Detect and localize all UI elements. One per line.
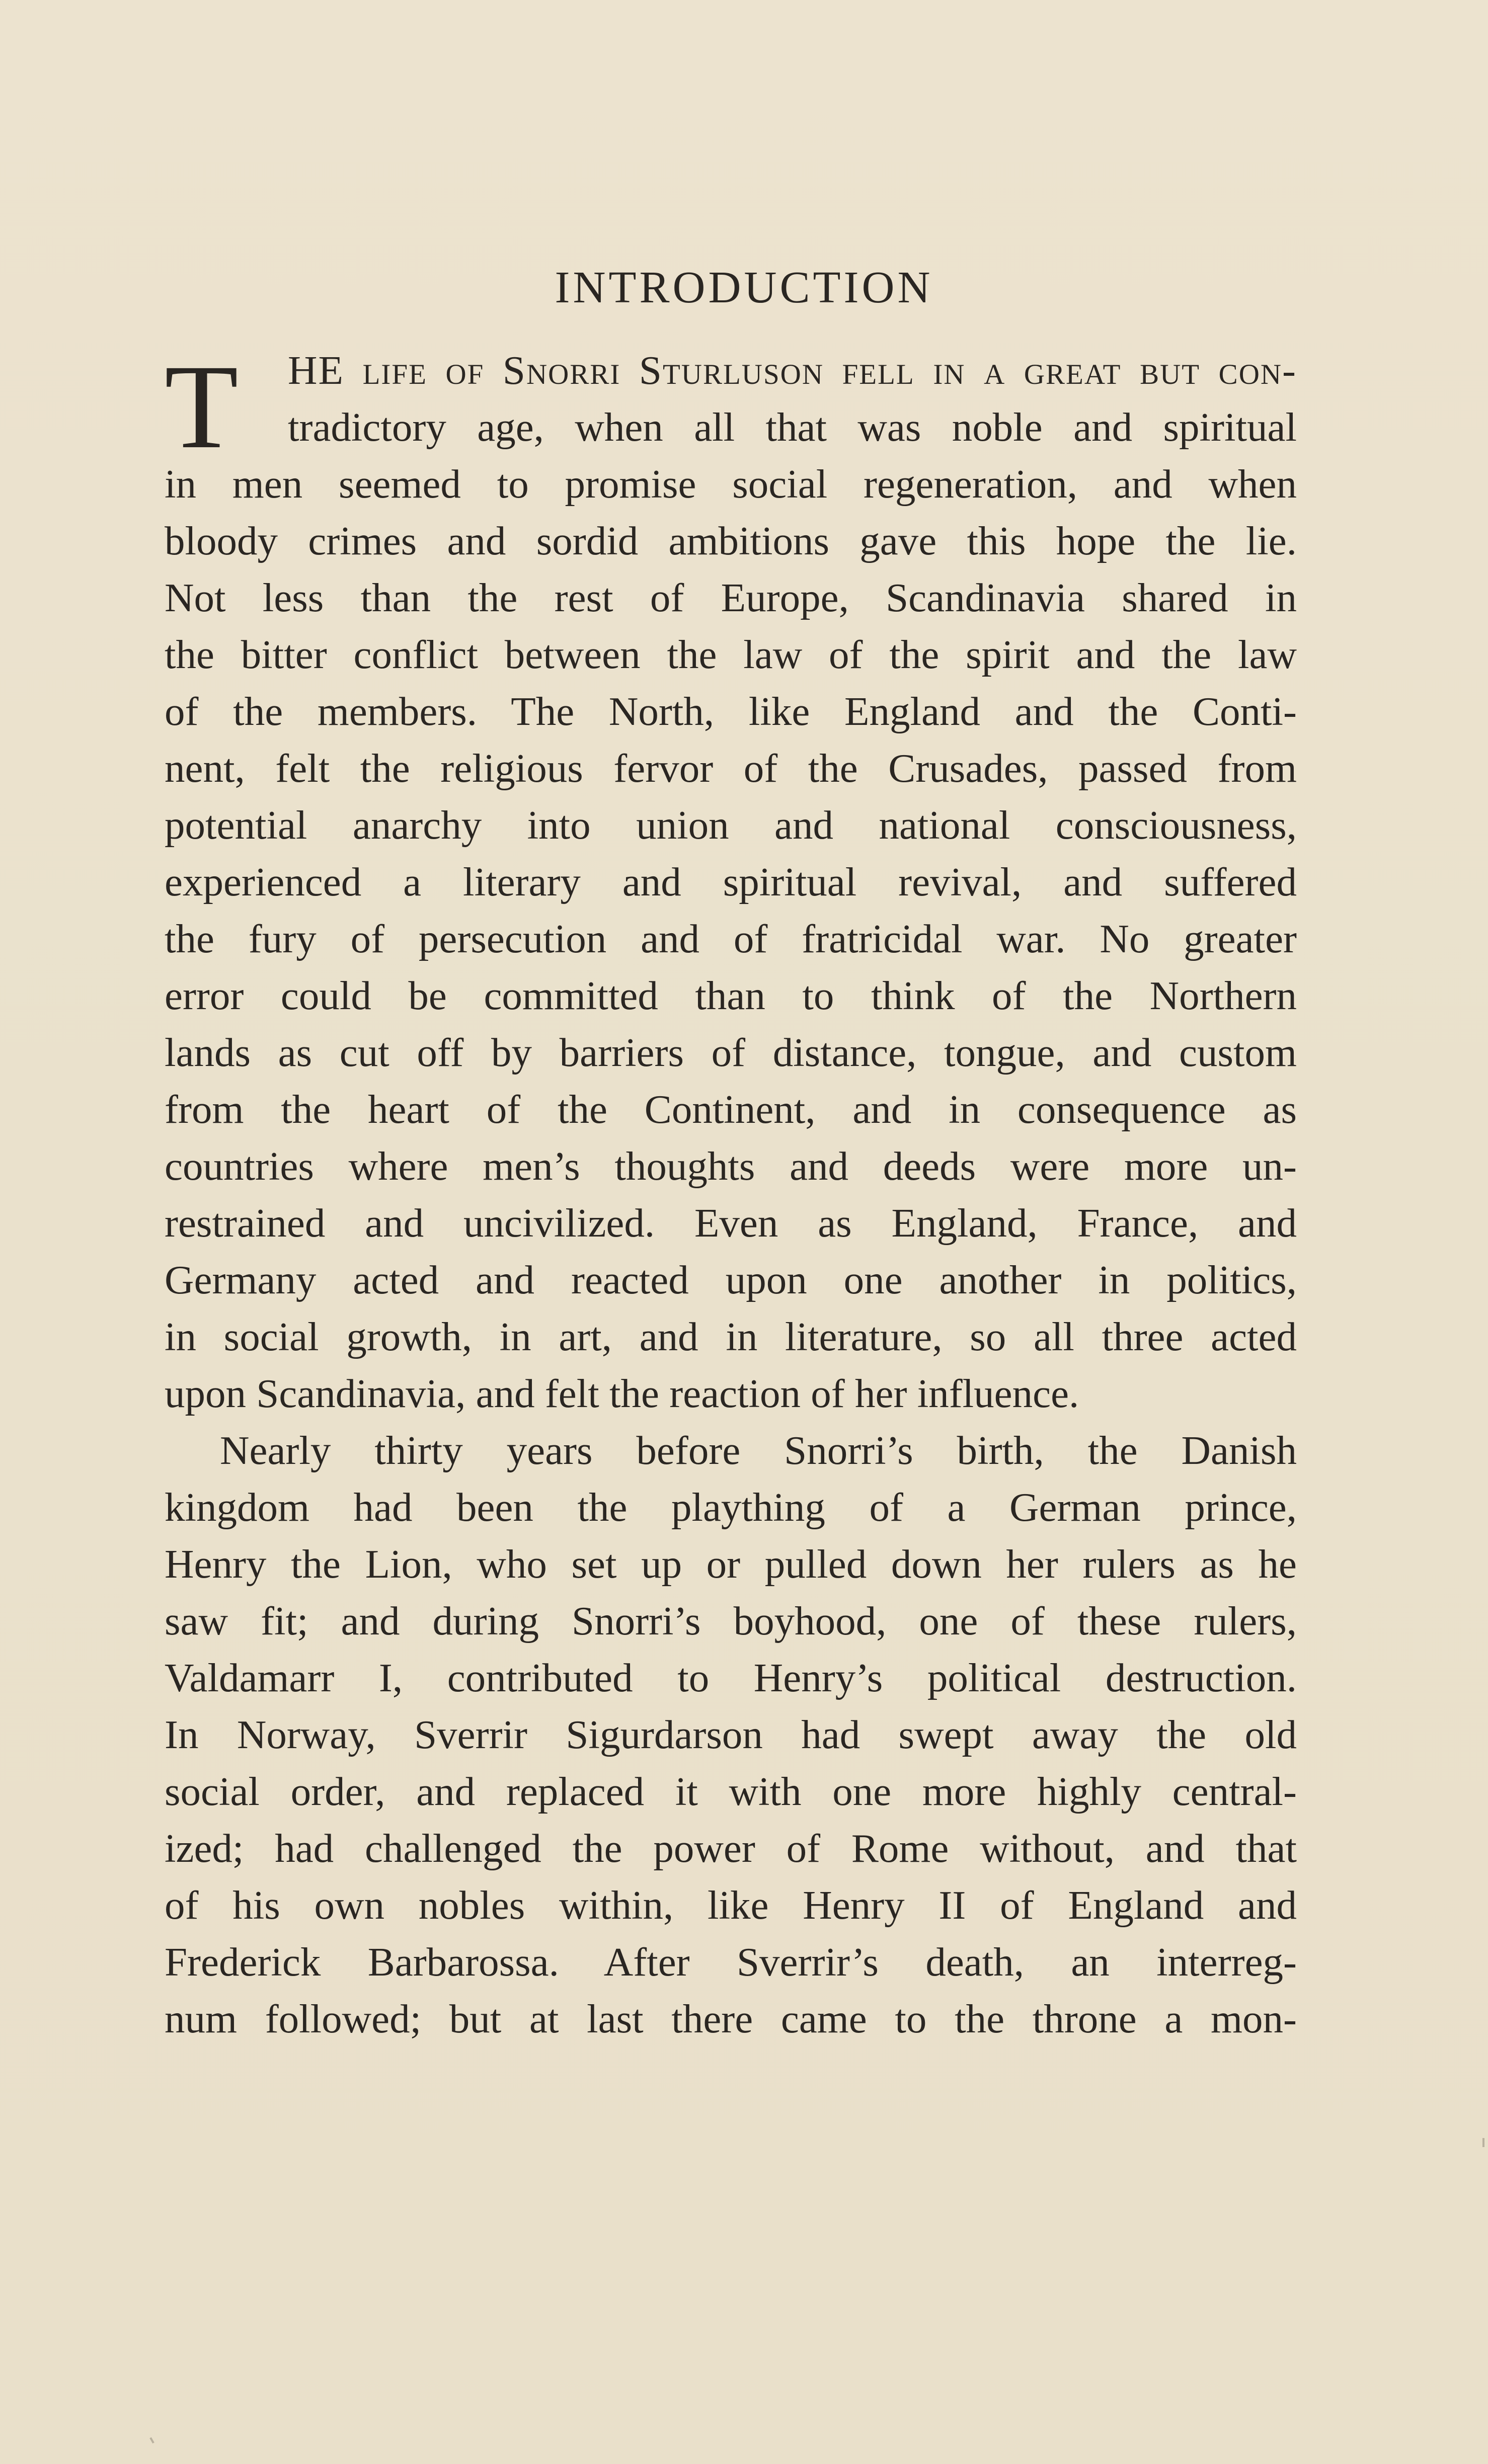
- body-text: [165, 342, 1297, 2047]
- text-line: error could be committed than to think of the Northern: [165, 973, 1297, 1018]
- text-line: restrained and uncivilized. Even as England, France, and: [165, 1200, 1297, 1246]
- paper-speck: [1482, 2138, 1484, 2147]
- text-line: the bitter conflict between the law of the spirit and the law: [165, 632, 1297, 677]
- text-line: experienced a literary and spiritual revival, and suffered: [165, 859, 1297, 905]
- text-line: Henry the Lion, who set up or pulled down her rulers as he: [165, 1541, 1297, 1587]
- text-line: tradictory age, when all that was noble and spiritual: [288, 404, 1297, 450]
- text-line: potential anarchy into union and national consciousness,: [165, 802, 1297, 848]
- text-line: social order, and replaced it with one more highly central-: [165, 1769, 1297, 1814]
- text-line: Frederick Barbarossa. After Sverrir’s death, an interreg-: [165, 1939, 1297, 1985]
- text-line: upon Scandinavia, and felt the reaction of her influence.: [165, 1371, 1079, 1416]
- text-line: ized; had challenged the power of Rome without, and that: [165, 1826, 1297, 1871]
- text-line: in men seemed to promise social regeneration, and when: [165, 461, 1297, 507]
- paper-speck: [149, 2437, 154, 2443]
- text-line: Nearly thirty years before Snorri’s birth, the Danish: [220, 1428, 1297, 1473]
- text-line: nent, felt the religious fervor of the Crusades, passed from: [165, 746, 1297, 791]
- text-line: HE life of Snorri Sturluson fell in a great but con-: [288, 348, 1297, 393]
- paragraph-1: [165, 342, 1297, 1422]
- text-line: from the heart of the Continent, and in consequence as: [165, 1087, 1297, 1132]
- drop-cap: T: [165, 340, 239, 473]
- text-line: in social growth, in art, and in literature, so all three acted: [165, 1314, 1297, 1359]
- text-line: the fury of persecution and of fratricidal war. No greater: [165, 916, 1297, 961]
- text-line: of his own nobles within, like Henry II of England and: [165, 1882, 1297, 1928]
- text-line: of the members. The North, like England and the Conti-: [165, 689, 1297, 734]
- text-line: countries where men’s thoughts and deeds were more un-: [165, 1143, 1297, 1189]
- chapter-heading: INTRODUCTION: [555, 263, 933, 312]
- text-line: Not less than the rest of Europe, Scandinavia shared in: [165, 575, 1297, 620]
- text-line: bloody crimes and sordid ambitions gave this hope the lie.: [165, 518, 1297, 563]
- text-line: Germany acted and reacted upon one another in politics,: [165, 1257, 1297, 1302]
- paragraph-2: [165, 1422, 1297, 2047]
- text-line: saw fit; and during Snorri’s boyhood, one of these rulers,: [165, 1598, 1297, 1644]
- text-line: In Norway, Sverrir Sigurdarson had swept away the old: [165, 1712, 1297, 1757]
- text-line: kingdom had been the plaything of a German prince,: [165, 1485, 1297, 1530]
- text-line: Valdamarr I, contributed to Henry’s political destruction.: [165, 1655, 1297, 1700]
- text-line: num followed; but at last there came to the throne a mon-: [165, 1996, 1297, 2041]
- text-line: lands as cut off by barriers of distance, tongue, and custom: [165, 1030, 1297, 1075]
